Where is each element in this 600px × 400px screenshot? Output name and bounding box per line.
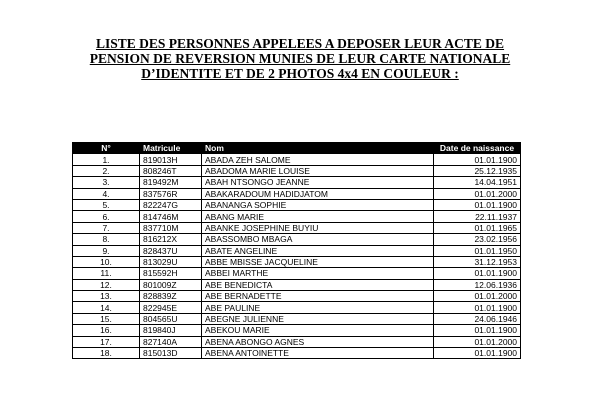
- table-row: [73, 211, 521, 222]
- row-date-naissance: 12.06.1936: [434, 279, 521, 290]
- row-date-naissance: 23.02.1956: [434, 234, 521, 245]
- table-row: [73, 256, 521, 267]
- row-date-naissance: 31.12.1953: [434, 256, 521, 267]
- row-number: 4.: [73, 188, 140, 199]
- table-header-row: [73, 143, 521, 154]
- table-row: [73, 222, 521, 233]
- row-matricule: 815592H: [140, 268, 202, 279]
- row-number: 7.: [73, 222, 140, 233]
- row-matricule: 837576R: [140, 188, 202, 199]
- row-matricule: 837710M: [140, 222, 202, 233]
- row-date-naissance: 22.11.1937: [434, 211, 521, 222]
- row-nom: ABEKOU MARIE: [202, 325, 434, 336]
- row-number: 10.: [73, 256, 140, 267]
- row-number: 2.: [73, 165, 140, 176]
- row-date-naissance: 01.01.2000: [434, 336, 521, 347]
- header-date-naissance: Date de naissance: [434, 143, 521, 154]
- row-date-naissance: 01.01.1950: [434, 245, 521, 256]
- row-matricule: 819013H: [140, 154, 202, 165]
- row-matricule: 822247G: [140, 199, 202, 210]
- row-nom: ABADOMA MARIE LOUISE: [202, 165, 434, 176]
- row-nom: ABBEI MARTHE: [202, 268, 434, 279]
- row-date-naissance: 25.12.1935: [434, 165, 521, 176]
- row-number: 5.: [73, 199, 140, 210]
- table-row: [73, 245, 521, 256]
- table-row: [73, 313, 521, 324]
- table-row: [73, 234, 521, 245]
- row-nom: ABE BENEDICTA: [202, 279, 434, 290]
- row-nom: ABAKARADOUM HADIDJATOM: [202, 188, 434, 199]
- row-matricule: 813029U: [140, 256, 202, 267]
- row-number: 13.: [73, 291, 140, 302]
- row-matricule: 827140A: [140, 336, 202, 347]
- table-row: [73, 291, 521, 302]
- row-number: 3.: [73, 177, 140, 188]
- row-date-naissance: 01.01.1900: [434, 325, 521, 336]
- row-number: 18.: [73, 348, 140, 359]
- row-date-naissance: 01.01.1900: [434, 268, 521, 279]
- row-matricule: 814746M: [140, 211, 202, 222]
- row-date-naissance: 01.01.1965: [434, 222, 521, 233]
- row-matricule: 828839Z: [140, 291, 202, 302]
- header-number: N°: [73, 143, 140, 154]
- row-nom: ABAH NTSONGO JEANNE: [202, 177, 434, 188]
- title-line-1: LISTE DES PERSONNES APPELEES A DEPOSER LEUR ACTE DE: [95, 36, 505, 51]
- row-matricule: 819492M: [140, 177, 202, 188]
- row-nom: ABE BERNADETTE: [202, 291, 434, 302]
- row-date-naissance: 01.01.1900: [434, 348, 521, 359]
- row-number: 12.: [73, 279, 140, 290]
- row-nom: ABEGNE JULIENNE: [202, 313, 434, 324]
- row-number: 11.: [73, 268, 140, 279]
- row-date-naissance: 24.06.1946: [434, 313, 521, 324]
- row-matricule: 801009Z: [140, 279, 202, 290]
- row-matricule: 808246T: [140, 165, 202, 176]
- row-nom: ABENA ANTOINETTE: [202, 348, 434, 359]
- row-number: 16.: [73, 325, 140, 336]
- row-matricule: 819840J: [140, 325, 202, 336]
- header-nom: Nom: [202, 143, 434, 154]
- table-row: [73, 325, 521, 336]
- row-matricule: 815013D: [140, 348, 202, 359]
- row-nom: ABENA ABONGO AGNES: [202, 336, 434, 347]
- row-number: 17.: [73, 336, 140, 347]
- row-date-naissance: 01.01.1900: [434, 154, 521, 165]
- header-matricule: Matricule: [140, 143, 202, 154]
- table-row: [73, 302, 521, 313]
- table-row: [73, 348, 521, 359]
- row-matricule: 816212X: [140, 234, 202, 245]
- row-matricule: 822945E: [140, 302, 202, 313]
- table-row: [73, 165, 521, 176]
- row-nom: ABANKE JOSEPHINE BUYIU: [202, 222, 434, 233]
- table-row: [73, 188, 521, 199]
- table-row: [73, 336, 521, 347]
- document-title: [55, 36, 545, 81]
- row-number: 6.: [73, 211, 140, 222]
- row-matricule: 828437U: [140, 245, 202, 256]
- table-row: [73, 199, 521, 210]
- table-row: [73, 279, 521, 290]
- title-line-2: PENSION DE REVERSION MUNIES DE LEUR CARTE NATIONALE: [89, 51, 511, 66]
- table-row: [73, 154, 521, 165]
- table-row: [73, 268, 521, 279]
- row-number: 8.: [73, 234, 140, 245]
- row-date-naissance: 01.01.2000: [434, 291, 521, 302]
- title-line-3: D’IDENTITE ET DE 2 PHOTOS 4x4 EN COULEUR :: [141, 66, 459, 81]
- row-nom: ABBE MBISSE JACQUELINE: [202, 256, 434, 267]
- row-date-naissance: 01.01.2000: [434, 188, 521, 199]
- row-date-naissance: 01.01.1900: [434, 302, 521, 313]
- table-row: [73, 177, 521, 188]
- row-nom: ABADA ZEH SALOME: [202, 154, 434, 165]
- row-number: 1.: [73, 154, 140, 165]
- persons-table: [72, 142, 521, 359]
- row-date-naissance: 14.04.1951: [434, 177, 521, 188]
- row-nom: ABE PAULINE: [202, 302, 434, 313]
- row-nom: ABANG MARIE: [202, 211, 434, 222]
- row-number: 15.: [73, 313, 140, 324]
- row-number: 9.: [73, 245, 140, 256]
- row-nom: ABATE ANGELINE: [202, 245, 434, 256]
- row-nom: ABANANGA SOPHIE: [202, 199, 434, 210]
- row-date-naissance: 01.01.1900: [434, 199, 521, 210]
- row-matricule: 804565U: [140, 313, 202, 324]
- row-number: 14.: [73, 302, 140, 313]
- row-nom: ABASSOMBO MBAGA: [202, 234, 434, 245]
